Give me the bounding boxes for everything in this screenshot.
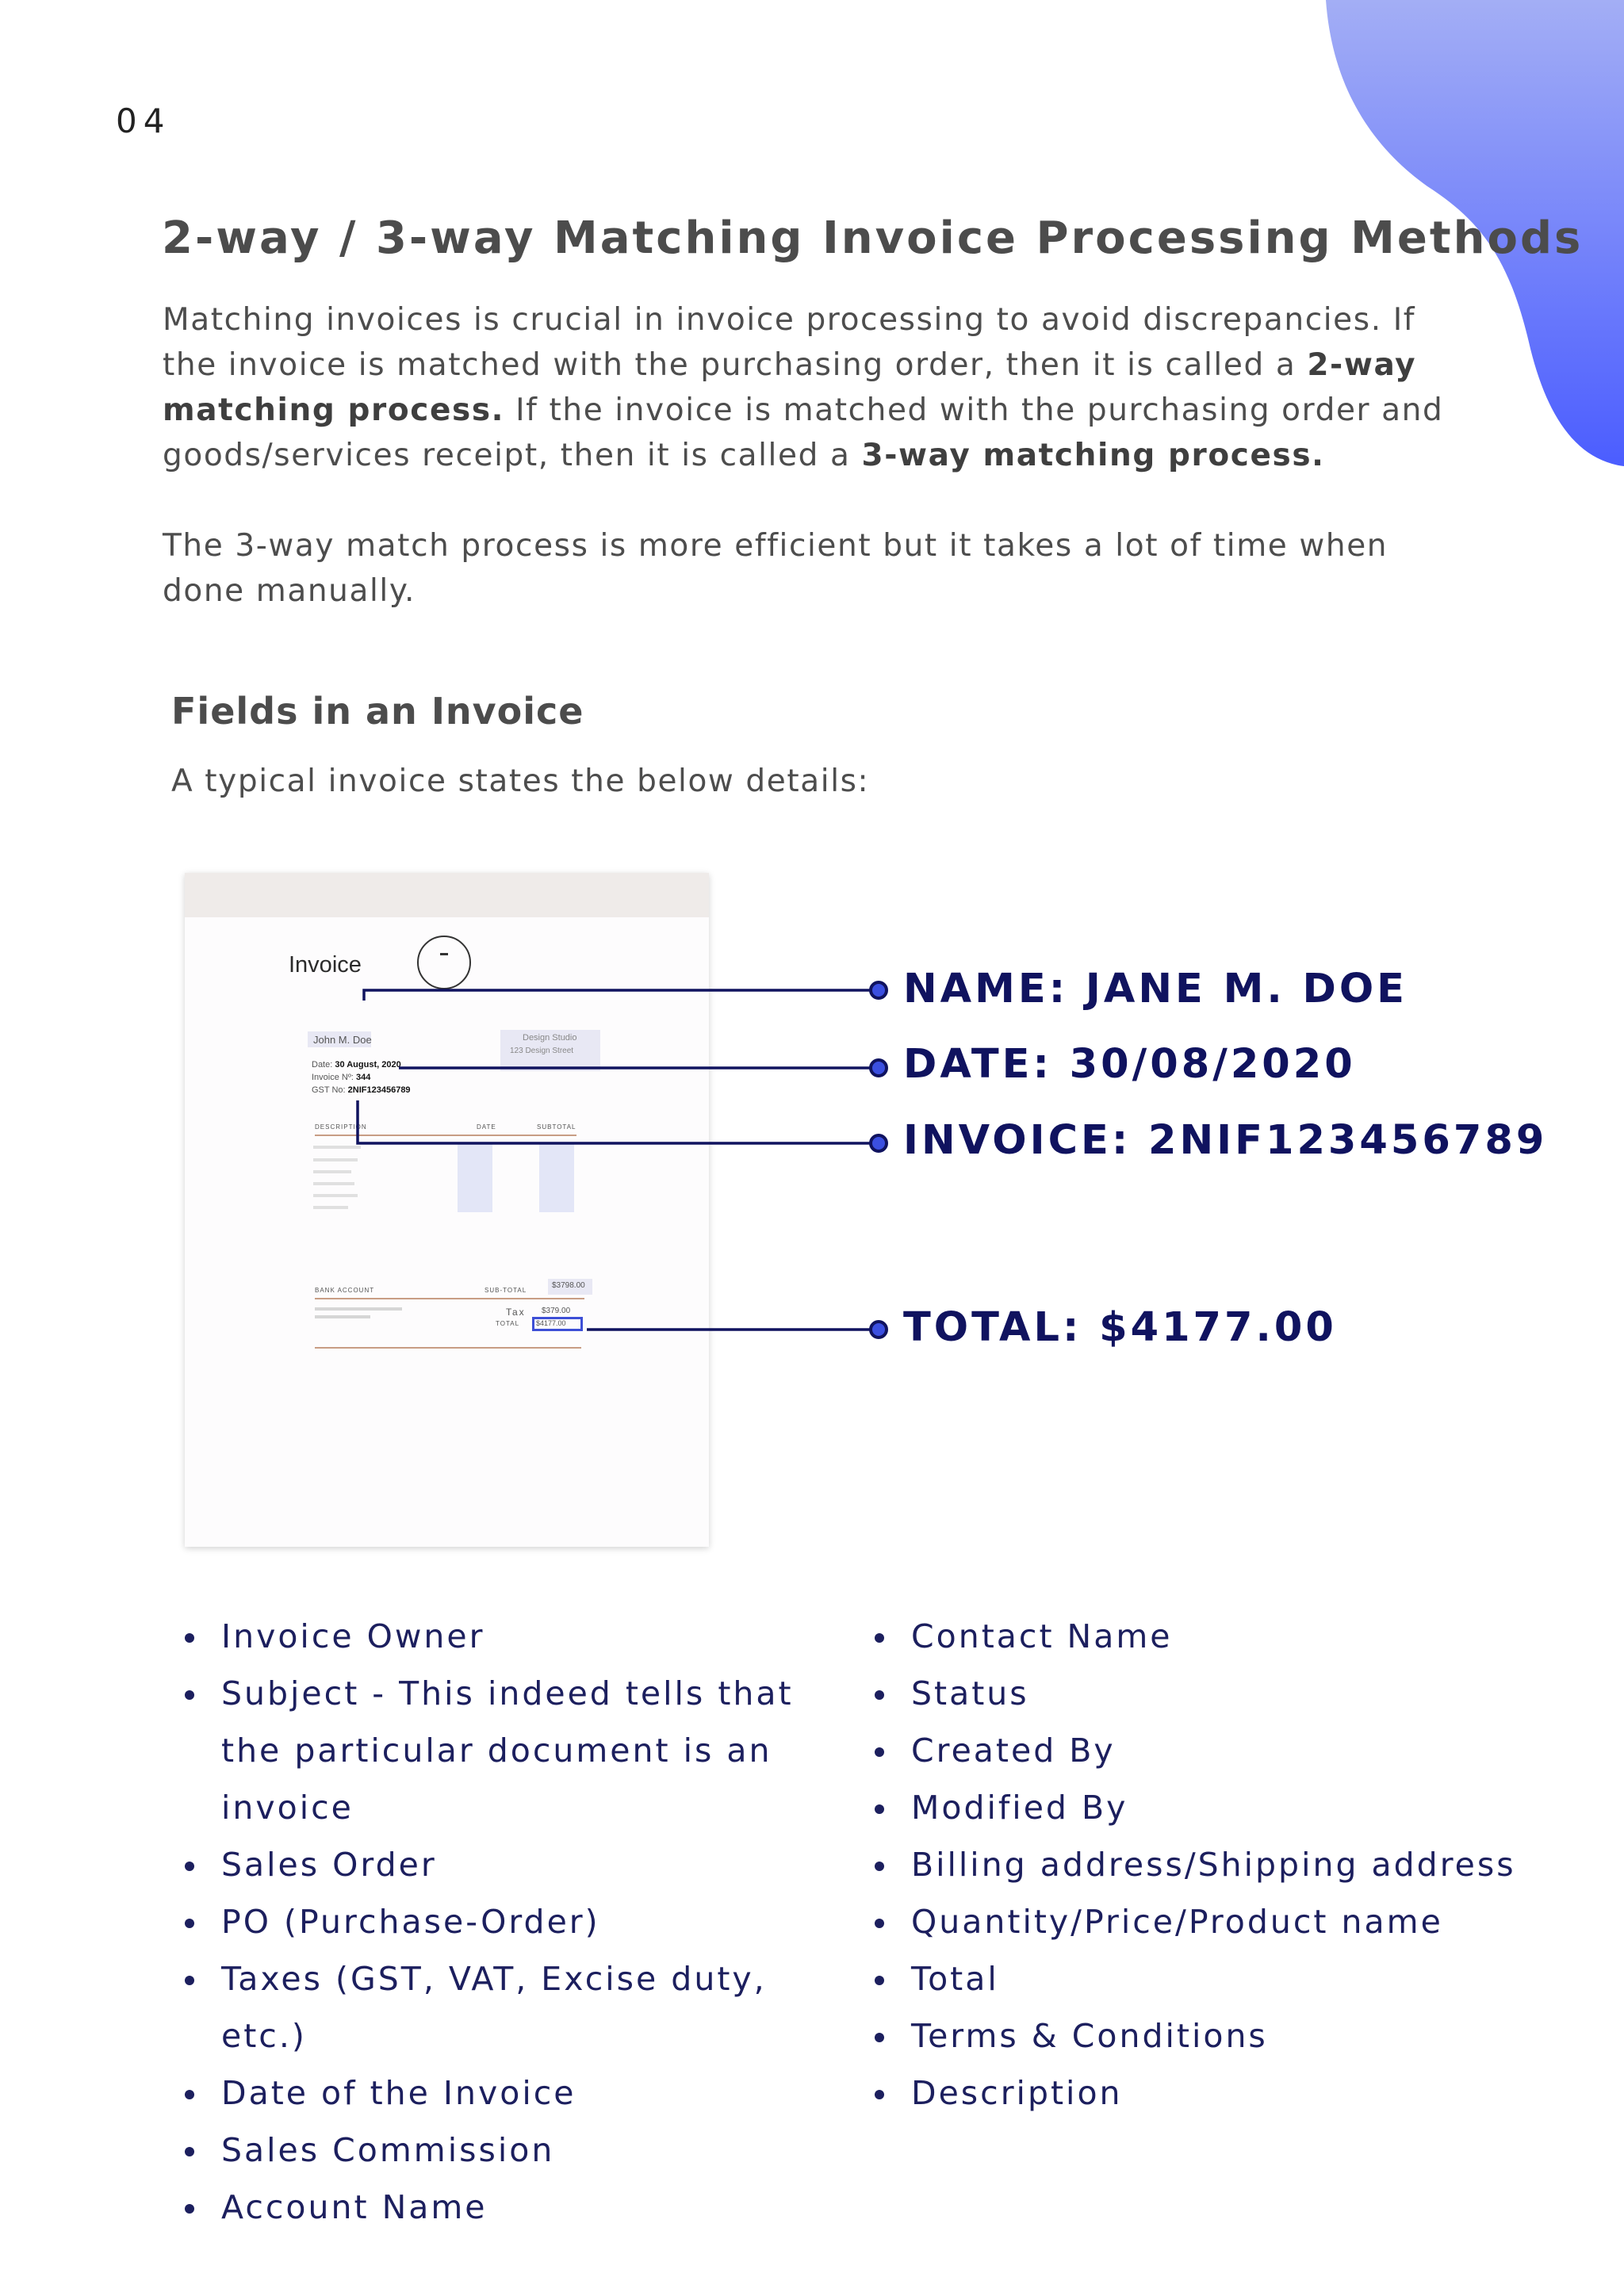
date-column-highlight <box>458 1142 492 1212</box>
sub-total-label: SUB-TOTAL <box>485 1287 527 1294</box>
invoice-no-label: Invoice Nº: <box>312 1073 356 1082</box>
intro-text-1: Matching invoices is crucial in invoice processing to avoid discrepancies. If the invoice is matched with the purchasing order, then it is called a <box>163 302 1416 383</box>
studio-street: 123 Design Street <box>510 1047 574 1055</box>
gst-label: GST No: <box>312 1085 348 1095</box>
summary-rule <box>315 1298 584 1299</box>
list-item: PO (Purchase-Order) <box>183 1893 849 1950</box>
table-rule <box>315 1135 576 1136</box>
col-description: DESCRIPTION <box>315 1123 367 1131</box>
sub-total-value: $3798.00 <box>552 1281 585 1290</box>
date-line <box>312 1060 401 1070</box>
callout-date: DATE: 30/08/2020 <box>903 1041 1356 1088</box>
page-number: 04 <box>116 101 171 140</box>
table-row <box>313 1170 351 1173</box>
subtotal-column-highlight <box>539 1142 574 1212</box>
callout-name: NAME: JANE M. DOE <box>903 966 1408 1012</box>
list-item: Status <box>873 1665 1587 1722</box>
total-value: $4177.00 <box>536 1319 566 1327</box>
account-name-line <box>315 1315 370 1318</box>
date-label: Date: <box>312 1060 335 1070</box>
page-title: 2-way / 3-way Matching Invoice Processing Methods <box>162 212 1584 264</box>
section-intro: A typical invoice states the below details: <box>171 763 870 799</box>
list-item: Sales Commission <box>183 2122 849 2179</box>
account-number-line <box>315 1307 402 1311</box>
invoice-no-value: 344 <box>355 1073 371 1082</box>
tax-label: Tax <box>506 1307 526 1318</box>
list-item: Date of the Invoice <box>183 2064 849 2122</box>
callout-invoice: INVOICE: 2NIF123456789 <box>903 1117 1548 1164</box>
gst-line <box>312 1085 411 1095</box>
invoice-no-line <box>312 1073 370 1082</box>
total-label: TOTAL <box>496 1320 520 1327</box>
invoice-heading: Invoice <box>289 952 362 978</box>
invoice-fields-left <box>183 1608 849 2236</box>
list-item: Quantity/Price/Product name <box>873 1893 1587 1950</box>
gst-value: 2NIF123456789 <box>347 1085 411 1095</box>
callout-total: TOTAL: $4177.00 <box>903 1304 1337 1351</box>
table-row <box>313 1206 348 1209</box>
list-item: Created By <box>873 1722 1587 1779</box>
list-item: Total <box>873 1950 1587 2007</box>
invoice-top-bar <box>185 873 709 917</box>
footer-rule <box>315 1347 581 1349</box>
list-item: Modified By <box>873 1779 1587 1836</box>
table-row <box>313 1158 358 1161</box>
col-date: DATE <box>477 1123 496 1131</box>
three-way-term: 3-way matching process. <box>861 438 1325 473</box>
list-item: Description <box>873 2064 1587 2122</box>
list-item: Subject - This indeed tells that the particular document is an invoice <box>183 1665 849 1836</box>
list-item: Taxes (GST, VAT, Excise duty, etc.) <box>183 1950 849 2064</box>
design-studio-stamp <box>417 936 471 989</box>
table-row <box>313 1194 358 1197</box>
list-item: Terms & Conditions <box>873 2007 1587 2064</box>
bank-account-label: BANK ACCOUNT <box>315 1287 375 1294</box>
intro-text-2: If the invoice is matched with the purchasing order and goods/services receipt, then it is called a <box>163 392 1444 473</box>
client-name: John M. Doe <box>313 1034 372 1046</box>
section-title: Fields in an Invoice <box>171 690 584 733</box>
efficiency-paragraph: The 3-way match process is more efficient but it takes a lot of time when done manually. <box>163 528 1388 609</box>
list-item: Account Name <box>183 2179 849 2236</box>
date-value: 30 August, 2020 <box>335 1060 401 1070</box>
list-item: Billing address/Shipping address <box>873 1836 1587 1893</box>
studio-name: Design Studio <box>523 1033 577 1043</box>
two-way-term: 2-way matching process. <box>163 347 1417 428</box>
col-subtotal: SUBTOTAL <box>537 1123 576 1131</box>
list-item: Contact Name <box>873 1608 1587 1665</box>
list-item: Invoice Owner <box>183 1608 849 1665</box>
intro-paragraph <box>163 297 1471 478</box>
list-item: Sales Order <box>183 1836 849 1893</box>
tax-value: $379.00 <box>542 1307 571 1315</box>
invoice-fields-right <box>873 1608 1587 2122</box>
table-row <box>313 1182 354 1185</box>
table-row <box>313 1146 361 1149</box>
